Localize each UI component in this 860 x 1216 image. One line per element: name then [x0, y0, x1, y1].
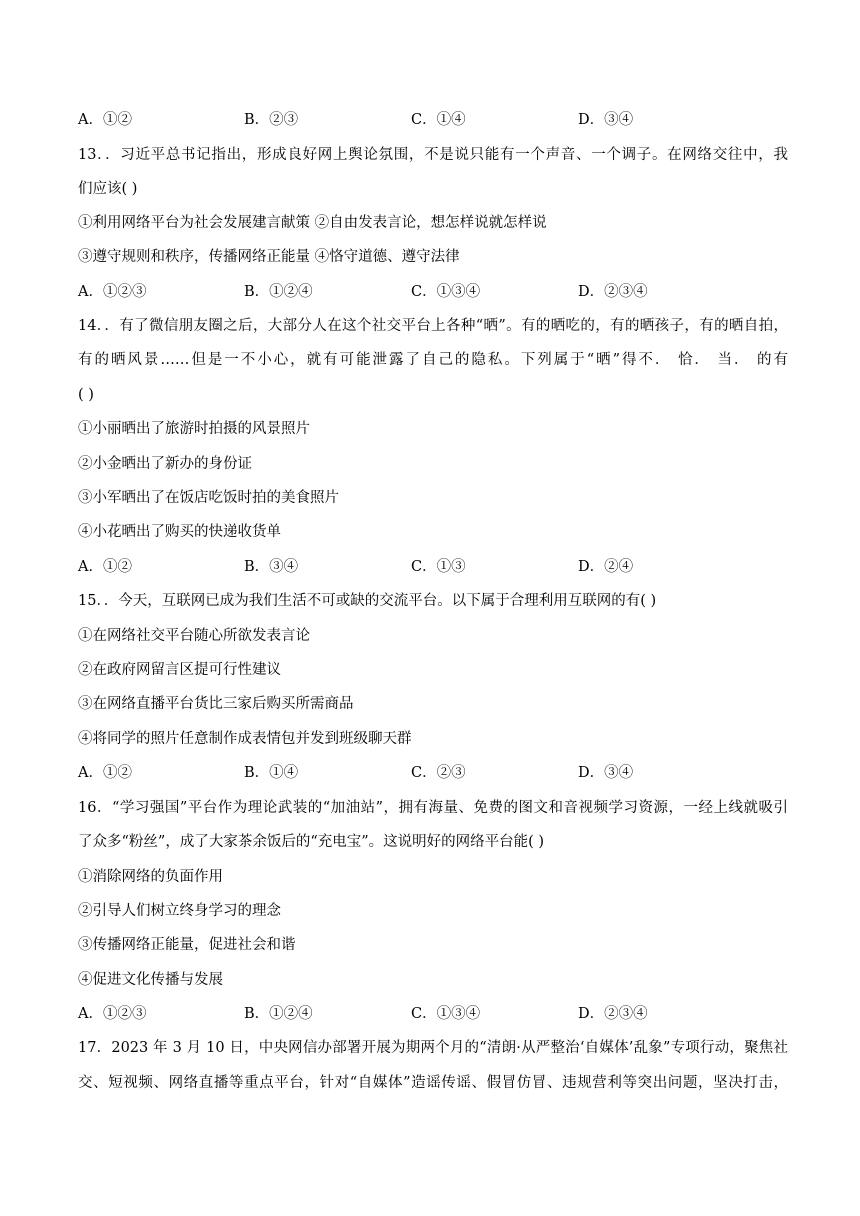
q13-items-line1: ①利用网络平台为社会发展建言献策 ②自由发表言论，想怎样说就怎样说: [78, 215, 547, 231]
q14-stem-line1: 14．．有了微信朋友圈之后，大部分人在这个社交平台上各种“晒”。有的晒吃的，有的晒孩子，有的晒自拍，: [78, 318, 788, 334]
q12-option-d: D．③④: [578, 112, 634, 128]
q13-stem-line2: 们应该( ): [78, 181, 138, 197]
q14-option-d: D．②④: [578, 559, 634, 575]
q16-stem-line2: 了众多“粉丝”，成了大家茶余饭后的“充电宝”。这说明好的网络平台能( ): [78, 834, 545, 850]
q16-item-4: ④促进文化传播与发展: [78, 972, 223, 988]
q13-options: [78, 282, 788, 302]
q15-stem-line1: 15．．今天，互联网已成为我们生活不可或缺的交流平台。以下属于合理利用互联网的有( ): [78, 593, 657, 609]
q15-option-a: A．①②: [78, 765, 132, 781]
q17-stem-line1: 17．2023 年 3 月 10 日，中央网信办部署开展为期两个月的“清朗·从严整治‘自媒体’乱象”专项行动，聚焦社: [78, 1040, 788, 1056]
q16-option-a: A．①②③: [78, 1006, 147, 1022]
q12-option-a: A．①②: [78, 112, 132, 128]
q16-option-d: D．②③④: [578, 1006, 648, 1022]
q17-stem-line2: 交、短视频、网络直播等重点平台，针对“自媒体”造谣传谣、假冒仿冒、违规营利等突出问题，坚决打击，: [78, 1075, 788, 1091]
q14-stem-line3: ( ): [78, 387, 94, 403]
q14-stem-line2: 有的晒风景……但是一不小心，就有可能泄露了自己的隐私。下列属于“晒”得不． 恰． 当． 的有: [78, 352, 788, 368]
q15-item-4: ④将同学的照片任意制作成表情包并发到班级聊天群: [78, 731, 412, 747]
q16-option-c: C．①③④: [411, 1006, 481, 1022]
q16-stem-line1: 16．“学习强国”平台作为理论武装的“加油站”，拥有海量、免费的图文和音视频学习资源，一经上线就吸引: [78, 800, 788, 816]
q14-item-4: ④小花晒出了购买的快递收货单: [78, 524, 281, 540]
q13-stem-line1: 13．．习近平总书记指出，形成良好网上舆论氛围，不是说只能有一个声音、一个调子。在网络交往中，我: [78, 147, 788, 163]
q16-item-2: ②引导人们树立终身学习的理念: [78, 903, 281, 919]
q14-item-1: ①小丽晒出了旅游时拍摄的风景照片: [78, 421, 310, 437]
q15-item-2: ②在政府网留言区提可行性建议: [78, 662, 281, 678]
q15-item-3: ③在网络直播平台货比三家后购买所需商品: [78, 696, 354, 712]
q15-option-c: C．②③: [411, 765, 466, 781]
q15-item-1: ①在网络社交平台随心所欲发表言论: [78, 628, 310, 644]
q12-options: [78, 110, 788, 130]
q16-item-3: ③传播网络正能量，促进社会和谐: [78, 937, 296, 953]
q16-option-b: B．①②④: [244, 1006, 313, 1022]
q14-item-2: ②小金晒出了新办的身份证: [78, 456, 252, 472]
q14-option-a: A．①②: [78, 559, 132, 575]
q12-option-c: C．①④: [411, 112, 466, 128]
q14-item-3: ③小军晒出了在饭店吃饭时拍的美食照片: [78, 490, 339, 506]
q14-options: [78, 557, 788, 577]
q14-option-b: B．③④: [244, 559, 299, 575]
q16-options: [78, 1004, 788, 1024]
q15-option-b: B．①④: [244, 765, 299, 781]
q15-option-d: D．③④: [578, 765, 634, 781]
q13-option-c: C．①③④: [411, 284, 481, 300]
q13-option-d: D．②③④: [578, 284, 648, 300]
q14-option-c: C．①③: [411, 559, 466, 575]
q16-item-1: ①消除网络的负面作用: [78, 869, 223, 885]
q13-option-b: B．①②④: [244, 284, 313, 300]
q15-options: [78, 763, 788, 783]
q13-items-line2: ③遵守规则和秩序，传播网络正能量 ④恪守道德、遵守法律: [78, 249, 460, 265]
q12-option-b: B．②③: [244, 112, 299, 128]
q13-option-a: A．①②③: [78, 284, 147, 300]
